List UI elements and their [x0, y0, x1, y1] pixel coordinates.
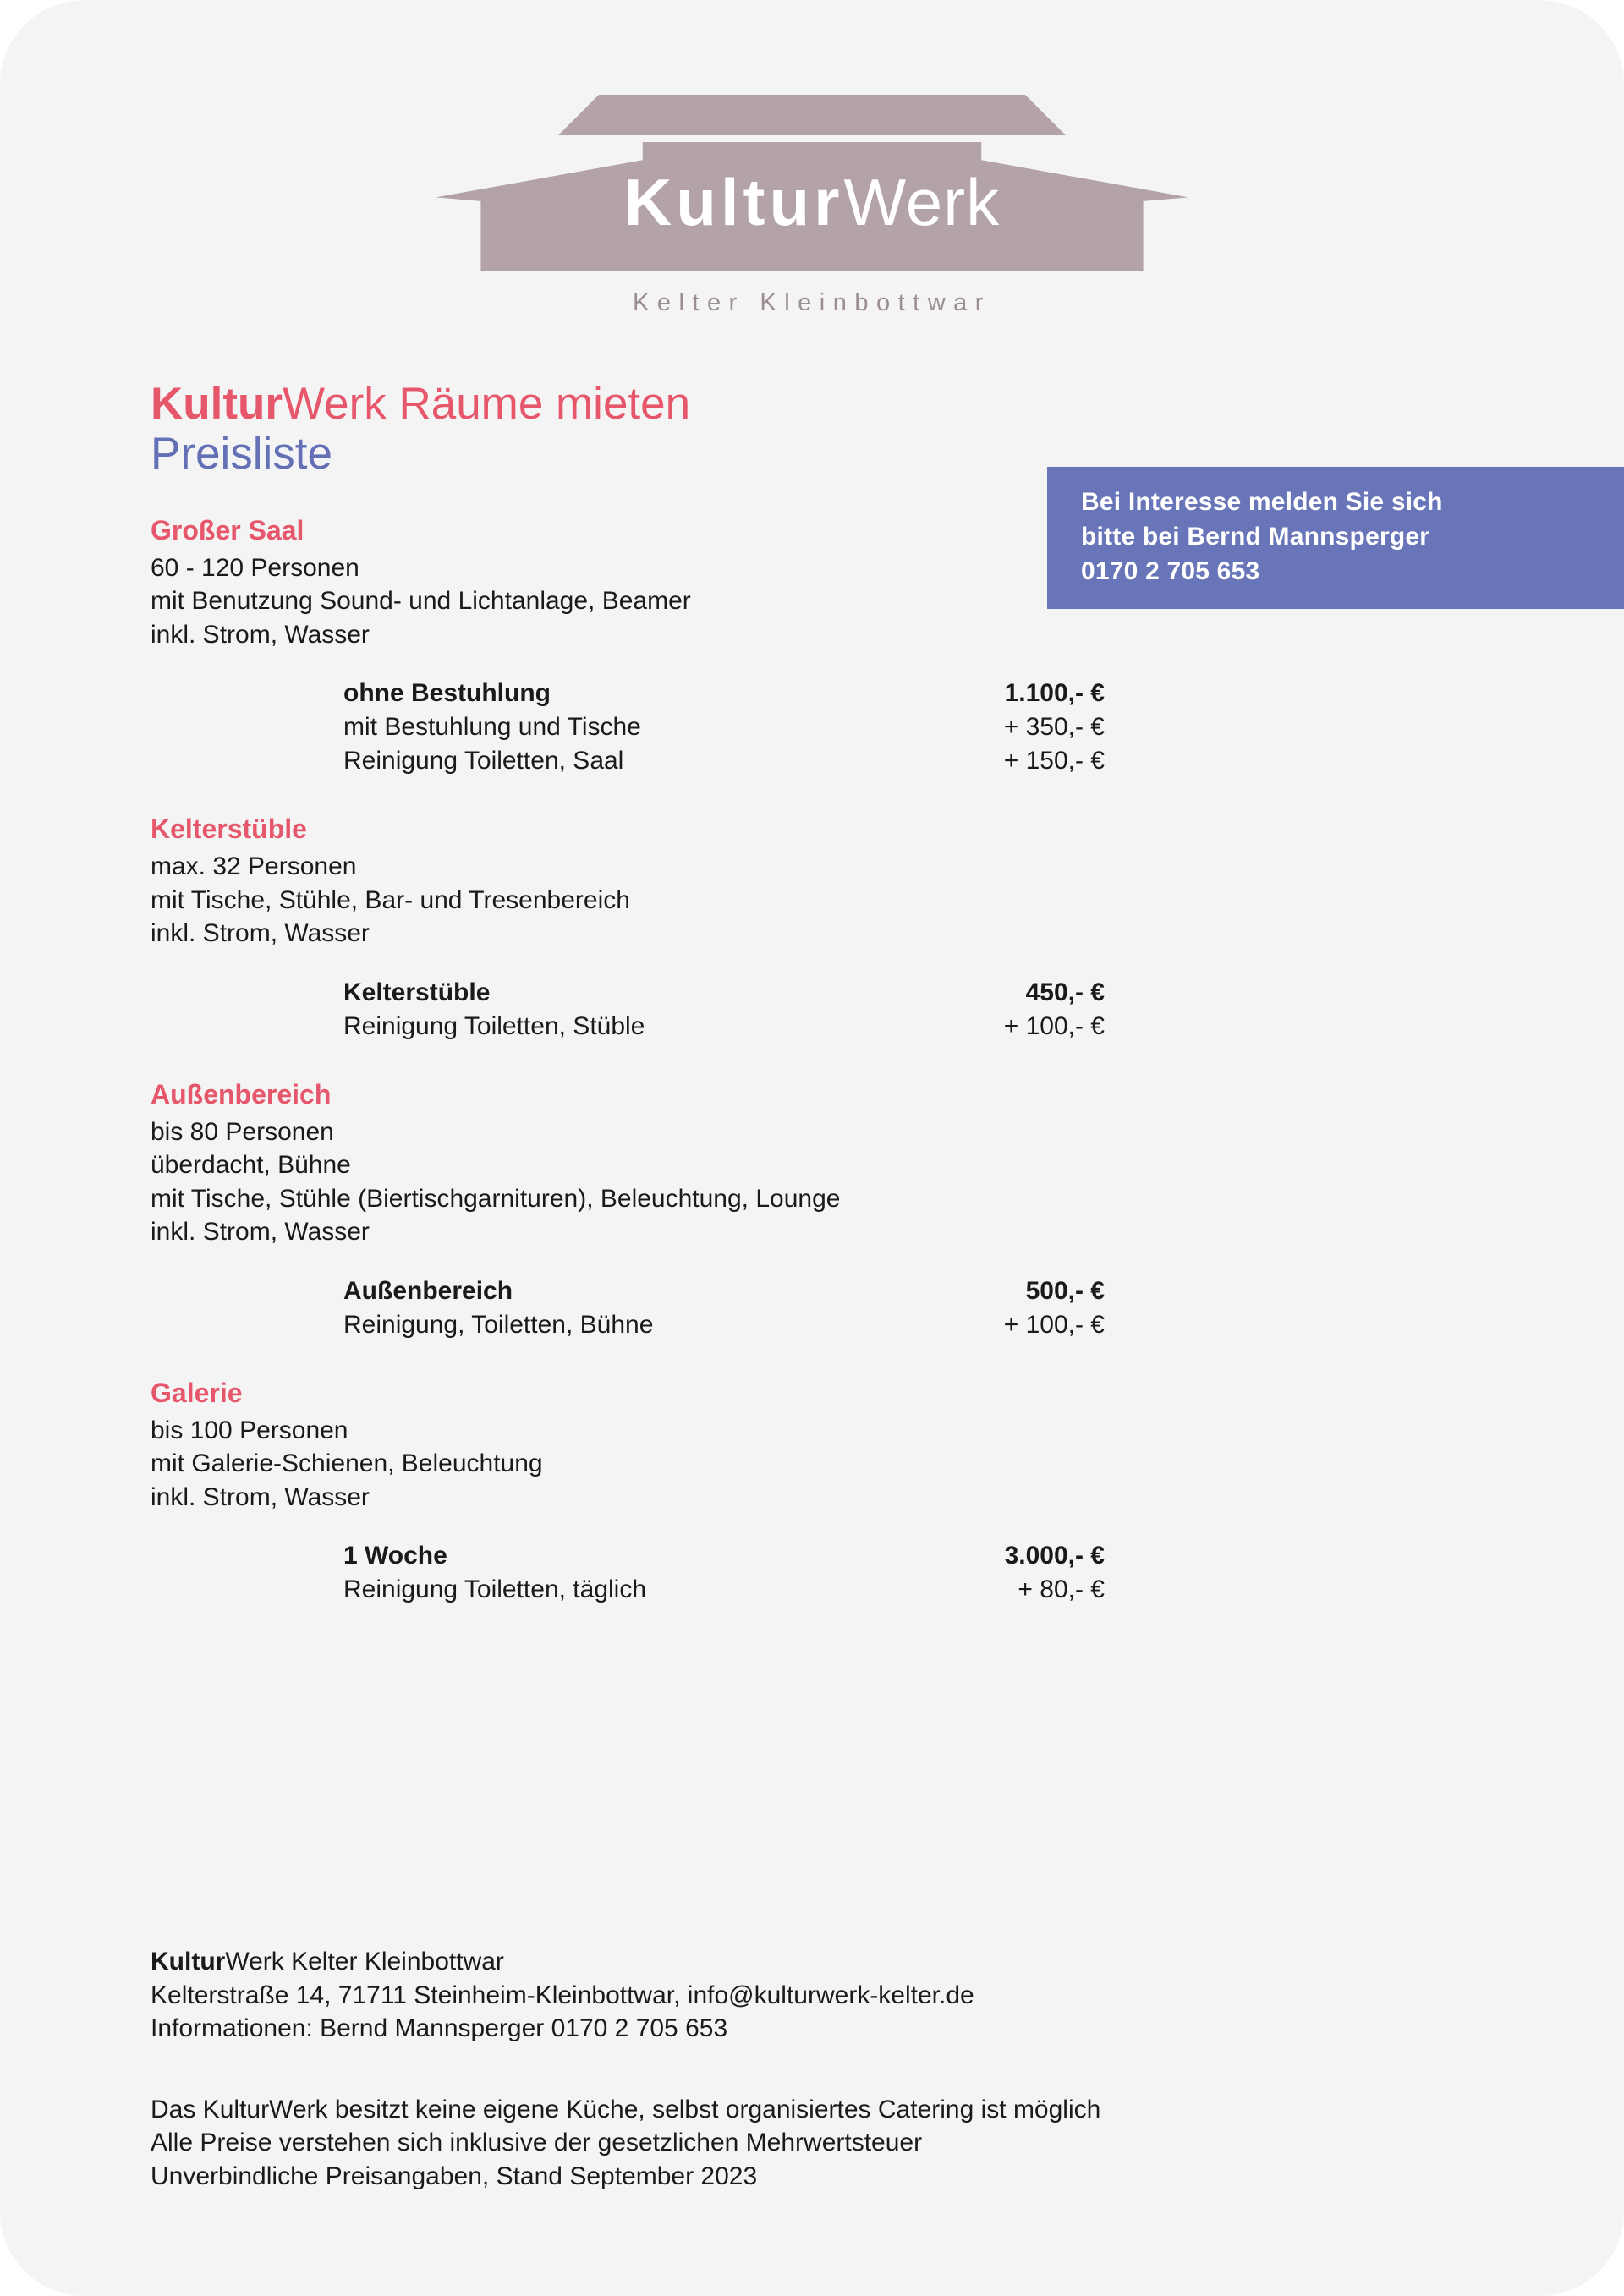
price-label: ohne Bestuhlung	[343, 679, 551, 708]
price-label: Reinigung Toiletten, Saal	[343, 747, 624, 775]
price-row	[343, 976, 1105, 1010]
section-title: Galerie	[151, 1377, 243, 1408]
price-table	[343, 677, 1105, 778]
section-desc-line: inkl. Strom, Wasser	[151, 1482, 370, 1511]
price-row	[343, 1308, 1105, 1342]
section-desc-line: 60 - 120 Personen	[151, 553, 359, 582]
section-title: Großer Saal	[151, 514, 304, 545]
section-desc-line: bis 100 Personen	[151, 1416, 348, 1444]
price-row	[343, 1274, 1105, 1308]
price-amount: 3.000,- €	[1004, 1542, 1105, 1570]
section-desc-line: mit Galerie-Schienen, Beleuchtung	[151, 1449, 543, 1478]
price-table	[343, 1539, 1105, 1607]
logo-wordmark-bold: Kultur	[623, 165, 844, 239]
price-row	[343, 710, 1105, 744]
price-label: Reinigung Toiletten, täglich	[343, 1575, 647, 1604]
section-desc-line: max. 32 Personen	[151, 852, 357, 881]
section-title: Außenbereich	[151, 1078, 332, 1110]
section-desc-line: inkl. Strom, Wasser	[151, 620, 370, 649]
price-row	[343, 1010, 1105, 1044]
page-subtitle: Preisliste	[151, 429, 333, 479]
page-title	[151, 379, 1504, 429]
section-desc-line: mit Benutzung Sound- und Lichtanlage, Beamer	[151, 587, 691, 616]
contact-phone: 0170 2 705 653	[1081, 556, 1260, 585]
footer	[151, 1945, 1504, 2194]
kelter-building-icon	[436, 85, 1188, 271]
price-amount: + 80,- €	[1018, 1575, 1105, 1604]
price-table	[343, 1274, 1105, 1342]
section-desc-line: inkl. Strom, Wasser	[151, 1218, 370, 1247]
footer-org-bold: Kultur	[151, 1948, 226, 1975]
contact-line-1: Bei Interesse melden Sie sich	[1081, 488, 1443, 516]
footer-org	[151, 1945, 1504, 1979]
main-content	[151, 379, 1504, 1607]
section-galerie	[151, 1376, 1504, 1608]
logo-subtitle: Kelter Kleinbottwar	[633, 289, 991, 316]
price-label: Reinigung, Toiletten, Bühne	[343, 1310, 654, 1339]
price-label: mit Bestuhlung und Tische	[343, 713, 641, 742]
section-desc-line: überdacht, Bühne	[151, 1151, 351, 1180]
price-row	[343, 1573, 1105, 1607]
price-amount: 1.100,- €	[1004, 679, 1105, 708]
price-row	[343, 677, 1105, 710]
page-title-bold: Kultur	[151, 379, 283, 429]
section-desc-line: mit Tische, Stühle, Bar- und Tresenbereich	[151, 885, 630, 914]
logo-wordmark-light: Werk	[843, 165, 1001, 239]
footer-notes	[151, 2093, 1504, 2194]
page-title-rest: Werk Räume mieten	[283, 379, 691, 429]
footer-note-line: Unverbindliche Preisangaben, Stand September 2023	[151, 2162, 758, 2190]
price-row	[343, 1539, 1105, 1573]
section-kelterstueble	[151, 812, 1504, 1044]
section-grosser-saal	[151, 513, 1504, 778]
price-label: 1 Woche	[343, 1542, 447, 1570]
section-desc-line: bis 80 Personen	[151, 1117, 334, 1146]
price-amount: 500,- €	[1025, 1276, 1105, 1305]
price-label: Außenbereich	[343, 1276, 513, 1305]
price-amount: + 100,- €	[1003, 1011, 1105, 1040]
footer-info: Informationen: Bernd Mannsperger 0170 2 705 653	[151, 2014, 728, 2043]
price-row	[343, 744, 1105, 778]
section-desc-line: inkl. Strom, Wasser	[151, 919, 370, 948]
price-table	[343, 976, 1105, 1044]
section-aussenbereich	[151, 1077, 1504, 1342]
price-amount: 450,- €	[1025, 978, 1105, 1006]
price-label: Reinigung Toiletten, Stüble	[343, 1011, 645, 1040]
section-title: Kelterstüble	[151, 814, 307, 845]
footer-address: Kelterstraße 14, 71711 Steinheim-Kleinbottwar, info@kulturwerk-kelter.de	[151, 1981, 974, 2009]
footer-note-line: Das KulturWerk besitzt keine eigene Küche, selbst organisiertes Catering ist möglich	[151, 2095, 1101, 2123]
footer-note-line: Alle Preise verstehen sich inklusive der gesetzlichen Mehrwertsteuer	[151, 2129, 923, 2157]
brand-logo	[0, 85, 1624, 317]
section-desc-line: mit Tische, Stühle (Biertischgarnituren), Beleuchtung, Lounge	[151, 1184, 841, 1213]
logo-wordmark	[436, 165, 1188, 239]
price-label: Kelterstüble	[343, 978, 491, 1006]
price-amount: + 150,- €	[1003, 747, 1105, 775]
contact-line-2: bitte bei Bernd Mannsperger	[1081, 522, 1430, 551]
logo-roof-shape	[558, 95, 1066, 135]
price-amount: + 100,- €	[1003, 1310, 1105, 1339]
footer-org-rest: Werk Kelter Kleinbottwar	[225, 1948, 504, 1975]
price-amount: + 350,- €	[1003, 713, 1105, 742]
